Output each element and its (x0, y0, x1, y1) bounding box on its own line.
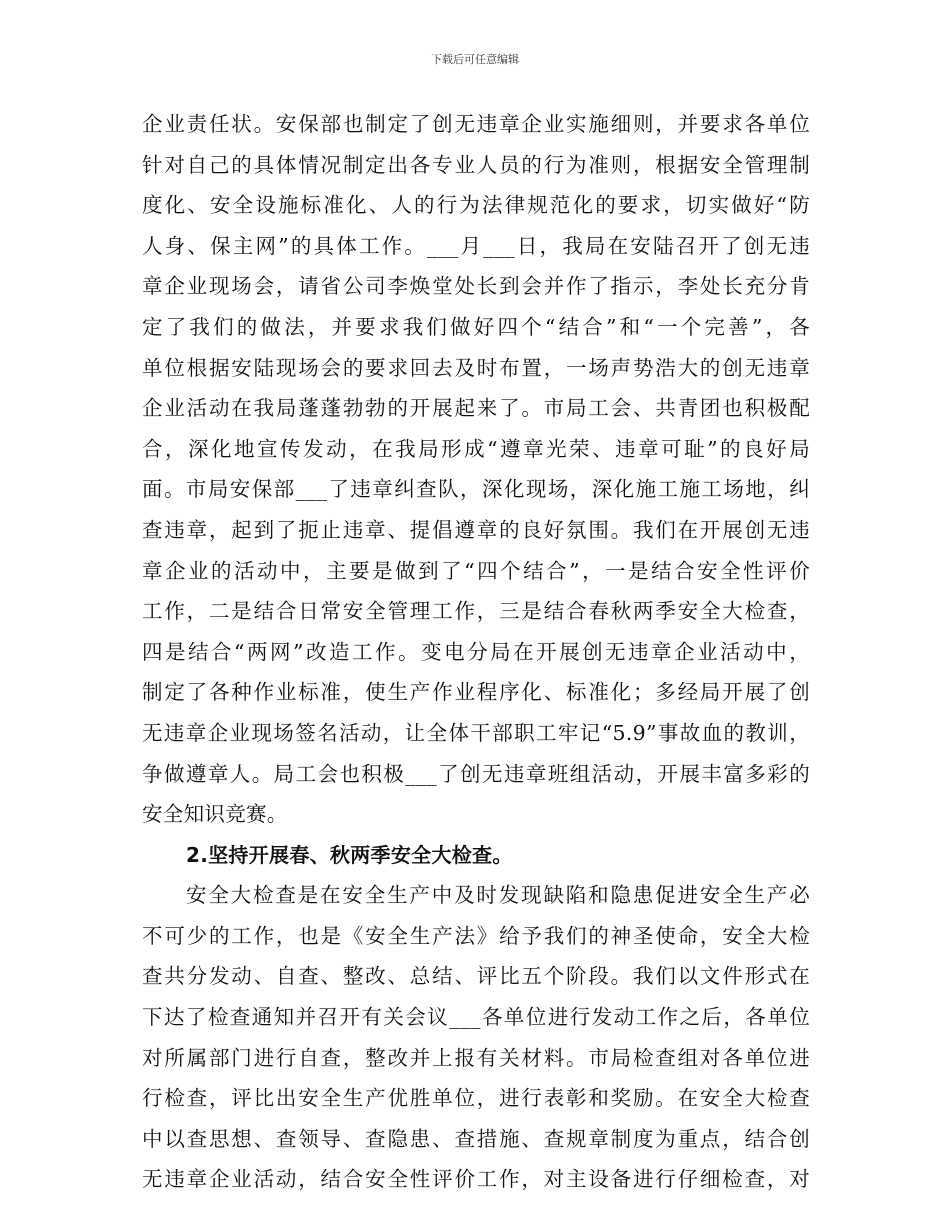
text-line: 章企业的活动中，主要是做到了“四个结合”，一是结合安全性评价 (142, 558, 810, 583)
text-line: 度化、安全设施标准化、人的行为法律规范化的要求，切实做好“防 (142, 193, 810, 218)
text-line: 工作，二是结合日常安全管理工作，三是结合春秋两季安全大检查， (142, 599, 810, 624)
text-line: 章企业现场会，请省公司李焕堂处长到会并作了指示，李处长充分肯 (142, 274, 810, 299)
text-line: 制定了各种作业标准，使生产作业程序化、标准化；多经局开展了创 (142, 680, 810, 705)
text-line: 四是结合“两网”改造工作。变电分局在开展创无违章企业活动中， (142, 639, 810, 664)
page-header: 下载后可任意编辑 (431, 53, 519, 66)
text-line: 企业活动在我局蓬蓬勃勃的开展起来了。市局工会、共青团也积极配 (142, 396, 810, 421)
text-line: 查违章，起到了扼止违章、提倡遵章的良好氛围。我们在开展创无违 (142, 517, 810, 542)
text-line: 针对自己的具体情况制定出各专业人员的行为准则，根据安全管理制 (142, 152, 810, 177)
text-line: 单位根据安陆现场会的要求回去及时布置，一场声势浩大的创无违章 (142, 355, 810, 380)
document-body (142, 104, 810, 1200)
text-line: 合，深化地宣传发动，在我局形成“遵章光荣、违章可耻”的良好局 (142, 436, 810, 461)
text-line: 安全知识竞赛。 (142, 802, 288, 827)
text-line: 下达了检查通知并召开有关会议___各单位进行发动工作之后，各单位 (142, 1005, 810, 1030)
section-heading: 2.坚持开展春、秋两季安全大检查。 (186, 842, 513, 867)
text-line: 定了我们的做法，并要求我们做好四个“结合”和“一个完善”，各 (142, 314, 810, 339)
text-line: 无违章企业活动，结合安全性评价工作，对主设备进行仔细检查，对 (142, 1167, 810, 1192)
text-line: 面。市局安保部___了违章纠查队，深化现场，深化施工施工场地，纠 (142, 477, 810, 502)
text-line: 无违章企业现场签名活动，让全体干部职工牢记“5.9”事故血的教训， (142, 720, 810, 745)
text-line: 企业责任状。安保部也制定了创无违章企业实施细则，并要求各单位 (142, 112, 810, 136)
text-line: 争做遵章人。局工会也积极___了创无违章班组活动，开展丰富多彩的 (142, 761, 810, 786)
text-line: 不可少的工作，也是《安全生产法》给予我们的神圣使命，安全大检 (142, 923, 810, 948)
text-line: 行检查，评比出安全生产优胜单位，进行表彰和奖励。在安全大检查 (142, 1086, 810, 1111)
text-line: 查共分发动、自查、整改、总结、评比五个阶段。我们以文件形式在 (142, 964, 810, 989)
paragraph-2 (142, 875, 810, 1200)
text-line: 人身、保主网”的具体工作。___月___日，我局在安陆召开了创无违 (142, 233, 810, 258)
paragraph-1 (142, 104, 810, 835)
text-line: 安全大检查是在安全生产中及时发现缺陷和隐患促进安全生产必 (186, 883, 810, 908)
text-line: 对所属部门进行自查，整改并上报有关材料。市局检查组对各单位进 (142, 1045, 810, 1070)
text-line: 中以查思想、查领导、查隐患、查措施、查规章制度为重点，结合创 (142, 1126, 810, 1151)
